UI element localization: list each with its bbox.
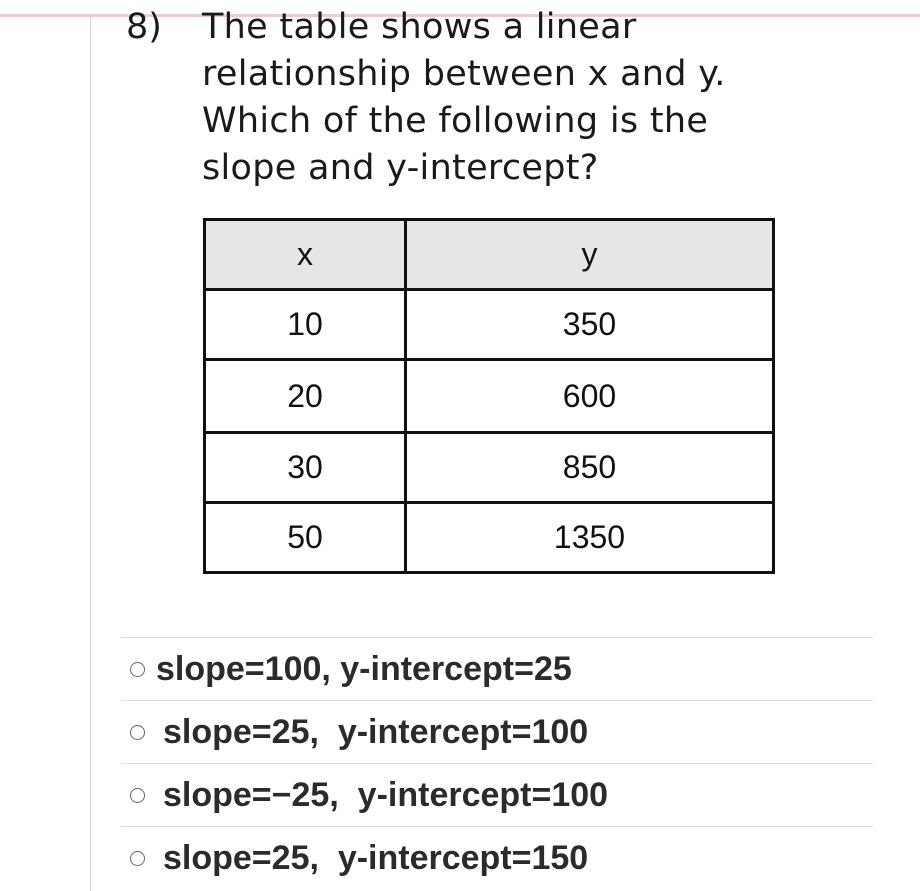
left-border: [90, 17, 91, 891]
question-line: The table shows a linear: [202, 7, 637, 47]
table-cell-x: 30: [205, 433, 406, 503]
question-number: 8): [126, 7, 162, 47]
answer-option-2[interactable]: [121, 700, 873, 763]
answer-option-1[interactable]: [121, 637, 873, 700]
question-line: Which of the following is the: [202, 101, 709, 141]
question-line: relationship between x and y.: [202, 54, 726, 94]
question-text: [202, 4, 842, 192]
radio-button-icon[interactable]: [130, 662, 145, 677]
radio-button-icon[interactable]: [130, 725, 145, 740]
xy-table: [203, 218, 775, 574]
answer-label: slope=25, y-intercept=100: [163, 712, 589, 751]
answer-options: [121, 637, 873, 889]
table-cell-y: 850: [406, 433, 774, 503]
table-cell-x: 10: [205, 290, 406, 360]
table-header-x: x: [205, 220, 406, 290]
table-row: [205, 290, 774, 360]
table-row: [205, 360, 774, 433]
answer-label: slope=−25, y-intercept=100: [163, 775, 609, 814]
table-cell-y: 600: [406, 360, 774, 433]
table-cell-x: 20: [205, 360, 406, 433]
table-cell-y: 350: [406, 290, 774, 360]
table-cell-x: 50: [205, 503, 406, 573]
radio-button-icon[interactable]: [130, 788, 145, 803]
radio-button-icon[interactable]: [130, 851, 145, 866]
table-row: [205, 433, 774, 503]
answer-label: slope=100, y-intercept=25: [156, 649, 572, 688]
table-header-row: [205, 220, 774, 290]
table-header-y: y: [406, 220, 774, 290]
table-cell-y: 1350: [406, 503, 774, 573]
answer-option-3[interactable]: [121, 763, 873, 826]
answer-option-4[interactable]: [121, 826, 873, 889]
answer-label: slope=25, y-intercept=150: [163, 838, 589, 877]
question-line: slope and y-intercept?: [202, 148, 599, 188]
table-row: [205, 503, 774, 573]
